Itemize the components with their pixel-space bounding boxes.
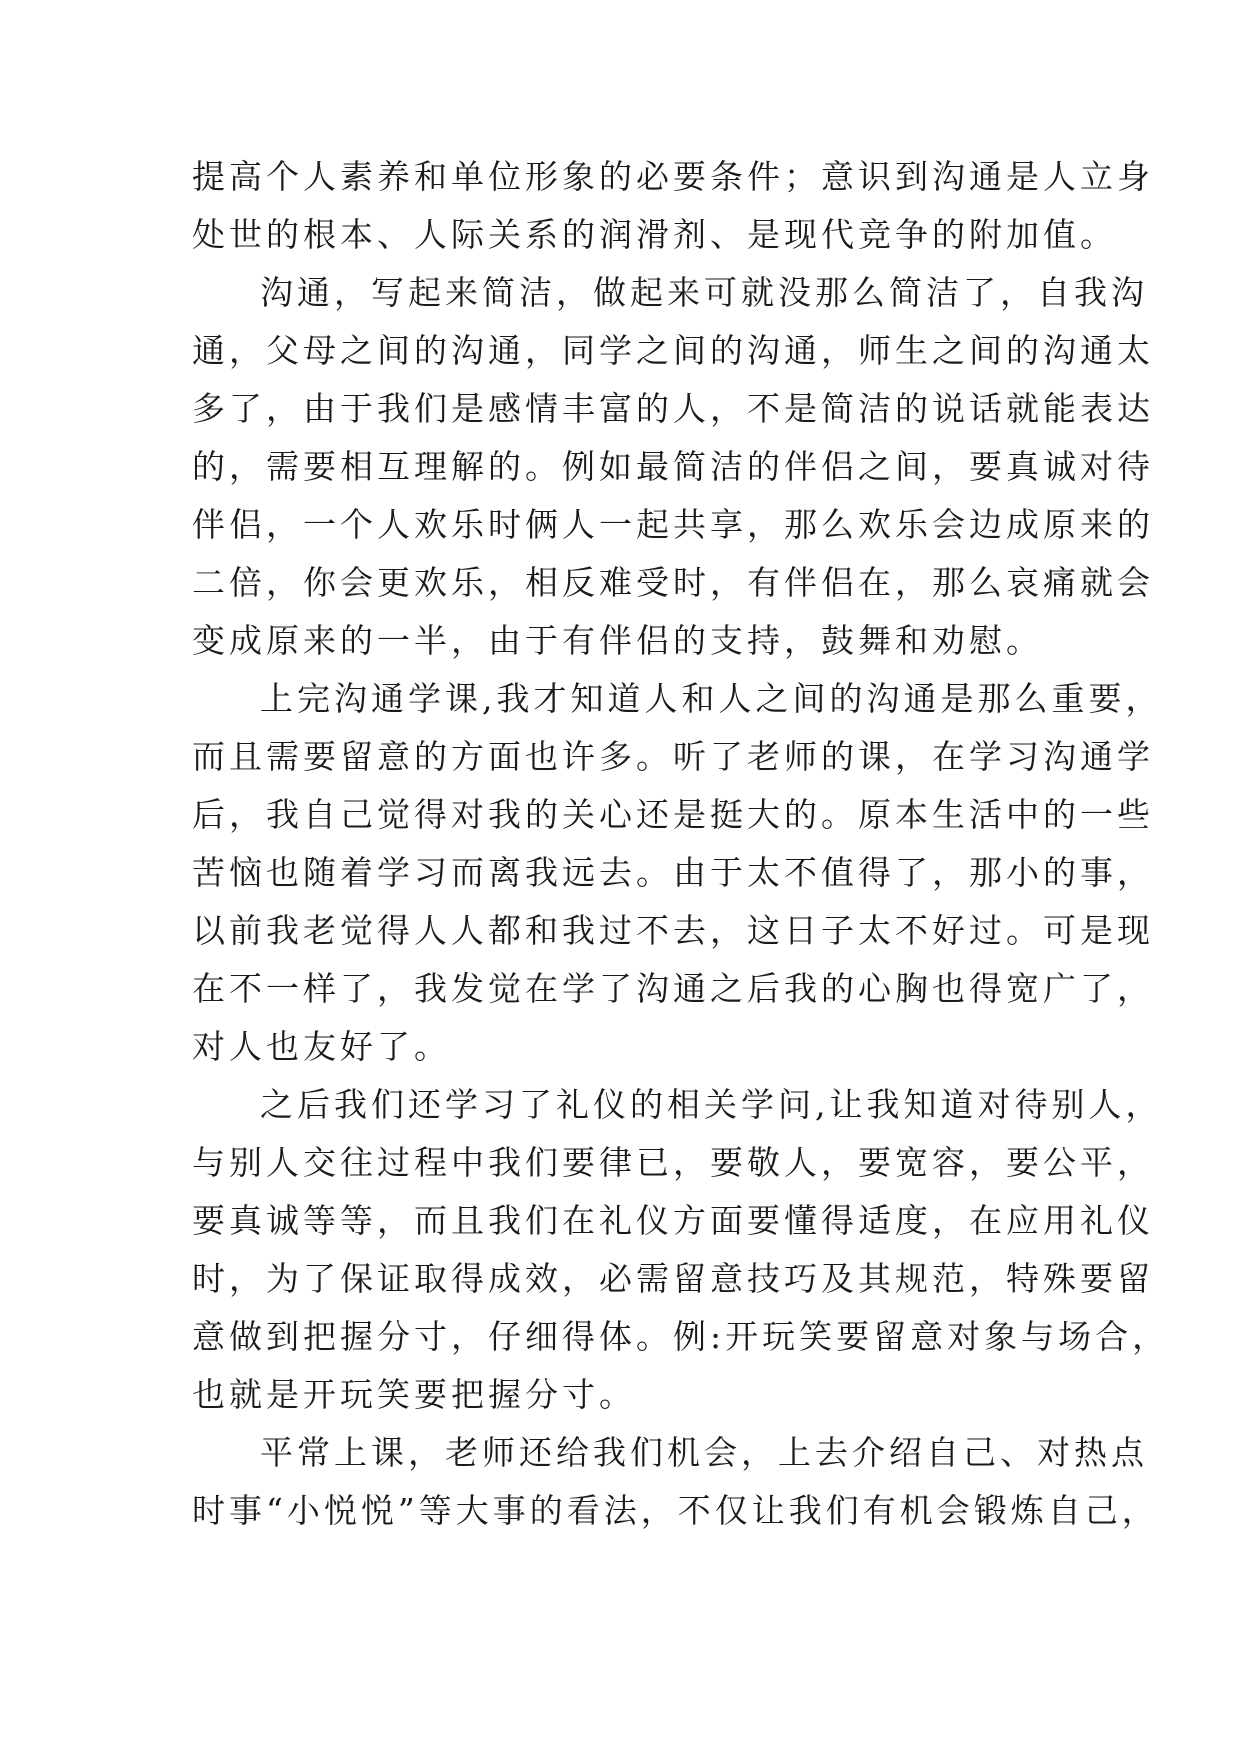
text-line: 意做到把握分寸，仔细得体。例:开玩笑要留意对象与场合， (192, 1317, 1170, 1356)
text-line: 平常上课，老师还给我们机会，上去介绍自己、对热点 (260, 1433, 1148, 1472)
document-body (192, 148, 1170, 1540)
text-line: 也就是开玩笑要把握分寸。 (192, 1375, 636, 1414)
text-line: 的，需要相互理解的。例如最简洁的伴侣之间，要真诚对待 (192, 447, 1154, 486)
text-line: 要真诚等等，而且我们在礼仪方面要懂得适度，在应用礼仪 (192, 1201, 1154, 1240)
text-line: 上完沟通学课,我才知道人和人之间的沟通是那么重要， (260, 679, 1163, 718)
text-line: 之后我们还学习了礼仪的相关学问,让我知道对待别人， (260, 1085, 1163, 1124)
text-line: 后，我自己觉得对我的关心还是挺大的。原本生活中的一些 (192, 795, 1154, 834)
text-line: 苦恼也随着学习而离我远去。由于太不值得了，那小的事， (192, 853, 1154, 892)
text-line: 通，父母之间的沟通，同学之间的沟通，师生之间的沟通太 (192, 331, 1154, 370)
text-line: 时事“小悦悦”等大事的看法，不仅让我们有机会锻炼自己， (192, 1491, 1159, 1530)
text-line: 二倍，你会更欢乐，相反难受时，有伴侣在，那么哀痛就会 (192, 563, 1154, 602)
text-line: 对人也友好了。 (192, 1027, 451, 1066)
text-line: 时，为了保证取得成效，必需留意技巧及其规范，特殊要留 (192, 1259, 1154, 1298)
text-line: 提高个人素养和单位形象的必要条件；意识到沟通是人立身 (192, 157, 1154, 196)
text-line: 处世的根本、人际关系的润滑剂、是现代竞争的附加值。 (192, 215, 1117, 254)
text-line: 沟通，写起来简洁，做起来可就没那么简洁了，自我沟 (260, 273, 1148, 312)
text-line: 以前我老觉得人人都和我过不去，这日子太不好过。可是现 (192, 911, 1154, 950)
text-line: 与别人交往过程中我们要律已，要敬人，要宽容，要公平， (192, 1143, 1154, 1182)
text-line: 而且需要留意的方面也许多。听了老师的课，在学习沟通学 (192, 737, 1154, 776)
text-line: 在不一样了，我发觉在学了沟通之后我的心胸也得宽广了， (192, 969, 1154, 1008)
text-line: 多了，由于我们是感情丰富的人，不是简洁的说话就能表达 (192, 389, 1154, 428)
text-line: 变成原来的一半，由于有伴侣的支持，鼓舞和劝慰。 (192, 621, 1043, 660)
text-line: 伴侣，一个人欢乐时俩人一起共享，那么欢乐会边成原来的 (192, 505, 1154, 544)
